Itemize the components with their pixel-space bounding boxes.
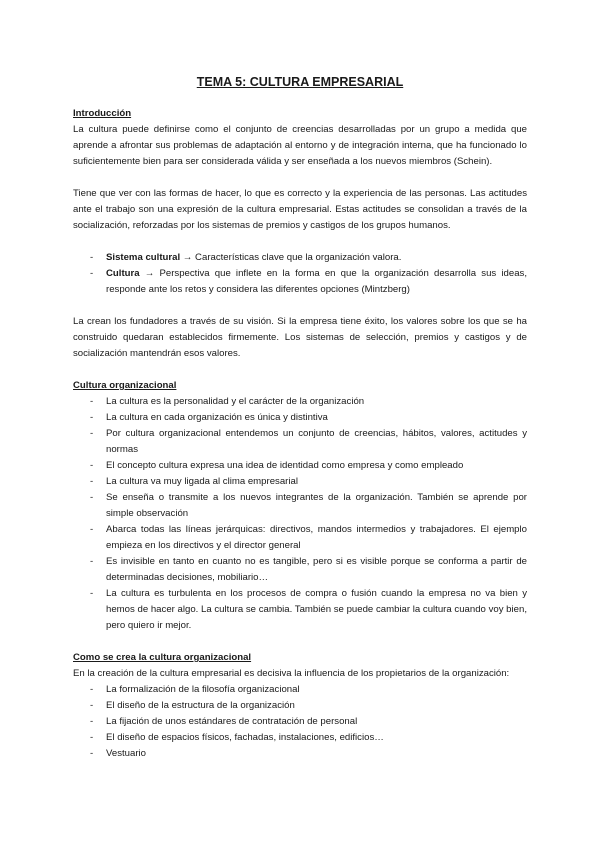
bullet-dash: - — [90, 460, 94, 471]
list-item — [73, 250, 527, 266]
list-item — [73, 554, 527, 586]
bullet-text: El diseño de espacios físicos, fachadas, instalaciones, edificios… — [106, 732, 384, 743]
bullet-dash: - — [90, 476, 94, 487]
bullet-text: La cultura es turbulenta en los procesos de compra o fusión cuando la empresa no va bien y hemos de hacer algo. La cultura se cambia. También se puede cambiar la cultura cuando voy bien, pero quiero ir mejor. — [106, 588, 527, 631]
bullet-text: La fijación de unos estándares de contratación de personal — [106, 716, 358, 727]
bullet-text: Es invisible en tanto en cuanto no es tangible, pero si es visible porque se conforma a partir de determinadas decisiones, mobiliario… — [106, 556, 527, 583]
bullet-text: Vestuario — [106, 748, 147, 759]
list-item — [73, 394, 527, 410]
bullet-dash: - — [90, 732, 94, 743]
create-bullet-list — [73, 682, 527, 762]
section-heading-como-se-crea: Como se crea la cultura organizacional — [73, 652, 252, 663]
bullet-text: La formalización de la filosofía organizacional — [106, 684, 300, 695]
create-paragraph-1: En la creación de la cultura empresarial es decisiva la influencia de los propietarios de la organización: — [73, 668, 510, 679]
list-item — [73, 522, 527, 554]
bullet-text: → Perspectiva que inflete en la forma en que la organización desarrolla sus ideas, responde ante los retos y considera las diferentes opciones (Mintzberg) — [106, 268, 527, 295]
bullet-text: El diseño de la estructura de la organización — [106, 700, 295, 711]
list-item — [73, 698, 527, 714]
bullet-text: → Características clave que la organización valora. — [180, 252, 402, 263]
list-item — [73, 730, 527, 746]
bullet-text: Abarca todas las líneas jerárquicas: directivos, mandos intermedios y trabajadores. El ejemplo empieza en los directivos y el director general — [106, 524, 527, 551]
list-item — [73, 586, 527, 634]
bullet-text: La cultura en cada organización es única y distintiva — [106, 412, 328, 423]
bullet-dash: - — [90, 588, 94, 599]
list-item — [73, 426, 527, 458]
bullet-text: Se enseña o transmite a los nuevos integrantes de la organización. También se aprende por simple observación — [106, 492, 527, 519]
bullet-text: La cultura es la personalidad y el carácter de la organización — [106, 396, 365, 407]
bullet-dash: - — [90, 684, 94, 695]
list-item — [73, 682, 527, 698]
bullet-dash: - — [90, 252, 94, 263]
bullet-dash: - — [90, 428, 94, 439]
list-item — [73, 458, 527, 474]
list-item — [73, 714, 527, 730]
bullet-dash: - — [90, 412, 94, 423]
list-item — [73, 746, 527, 762]
intro-paragraph-3: La crean los fundadores a través de su visión. Si la empresa tiene éxito, los valores sobre los que se ha construido quedaran establecidos firmemente. Los sistemas de selección, premios y castigos y de socialización mantendrán esos valores. — [73, 316, 527, 359]
list-item — [73, 410, 527, 426]
list-item — [73, 490, 527, 522]
intro-bullet-list — [73, 250, 527, 298]
bullet-text: Por cultura organizacional entendemos un conjunto de creencias, hábitos, valores, actitudes y normas — [106, 428, 527, 455]
bullet-dash: - — [90, 556, 94, 567]
document-title: TEMA 5: CULTURA EMPRESARIAL — [196, 75, 404, 89]
section-heading-cultura-organizacional: Cultura organizacional — [73, 380, 177, 391]
bullet-dash: - — [90, 268, 94, 279]
bullet-text: La cultura va muy ligada al clima empresarial — [106, 476, 298, 487]
bullet-dash: - — [90, 700, 94, 711]
bullet-dash: - — [90, 492, 94, 503]
bullet-dash: - — [90, 748, 94, 759]
list-item — [73, 266, 527, 298]
bullet-dash: - — [90, 524, 94, 535]
bullet-dash: - — [90, 396, 94, 407]
bullet-text: El concepto cultura expresa una idea de identidad como empresa y como empleado — [106, 460, 464, 471]
bullet-dash: - — [90, 716, 94, 727]
org-bullet-list — [73, 394, 527, 634]
intro-paragraph-2: Tiene que ver con las formas de hacer, lo que es correcto y la experiencia de las personas. Las actitudes ante el trabajo son una expresión de la cultura empresarial. Estas actitudes se consolidan a través de la socialización, reforzadas por los sistemas de premios y castigos de los grupos humanos. — [73, 188, 527, 231]
bullet-term: Sistema cultural — [106, 252, 181, 263]
bullet-term: Cultura — [106, 268, 140, 279]
intro-paragraph-1: La cultura puede definirse como el conjunto de creencias desarrolladas por un grupo a medida que aprende a afrontar sus problemas de adaptación al entorno y de integración interna, que ha funcionado lo suficientemente bien para ser considerada válida y ser enseñada a los nuevos miembros (Schein). — [73, 124, 527, 167]
section-heading-introduccion: Introducción — [73, 108, 132, 119]
list-item — [73, 474, 527, 490]
document-body — [73, 106, 527, 762]
